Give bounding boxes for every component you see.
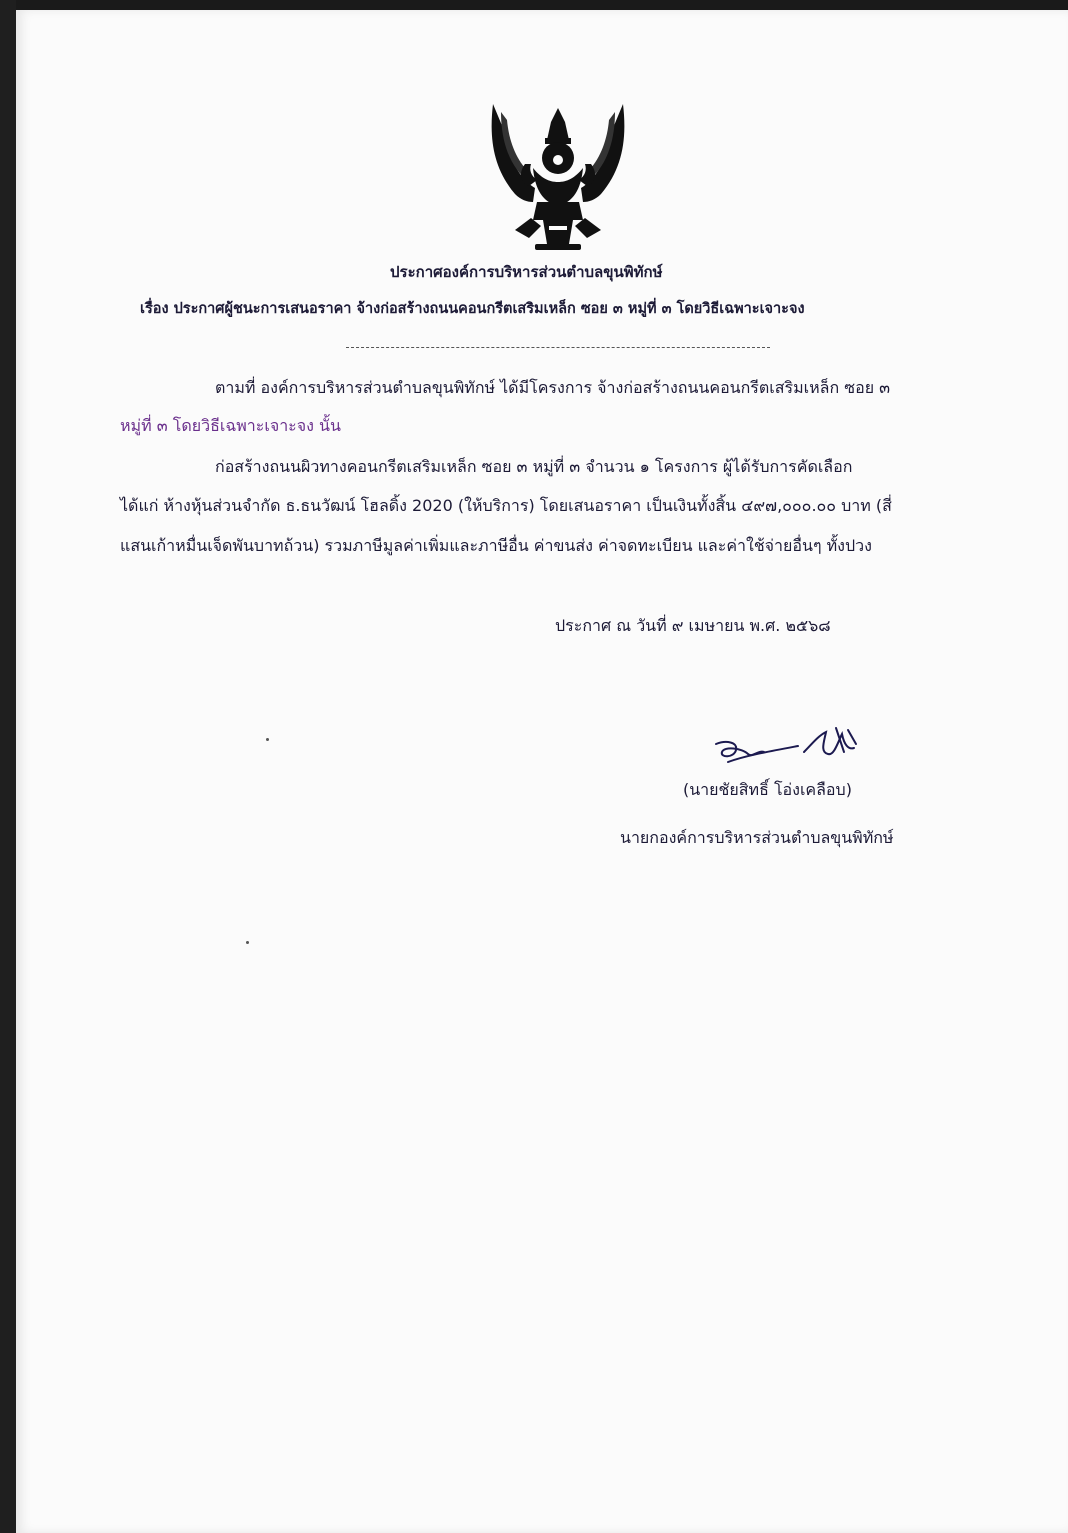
paragraph-2-line-3: แสนเก้าหมื่นเจ็ดพันบาทถ้วน) รวมภาษีมูลค่าเพิ่มและภาษีอื่น ค่าขนส่ง ค่าจดทะเบียน และค่าใช้จ่ายอื่นๆ ทั้งปวง	[120, 536, 872, 555]
document-heading: ประกาศองค์การบริหารส่วนตำบลขุนพิทักษ์	[390, 263, 663, 281]
signatory-position: นายกองค์การบริหารส่วนตำบลขุนพิทักษ์	[620, 828, 894, 847]
paper-speck	[266, 738, 269, 741]
paragraph-2-line-1: ก่อสร้างถนนผิวทางคอนกรีตเสริมเหล็ก ซอย ๓ หมู่ที่ ๓ จำนวน ๑ โครงการ ผู้ได้รับการคัดเลือก	[215, 457, 853, 476]
paper-speck	[246, 941, 249, 944]
paragraph-1-line-1: ตามที่ องค์การบริหารส่วนตำบลขุนพิทักษ์ ได้มีโครงการ จ้างก่อสร้างถนนคอนกรีตเสริมเหล็ก ซอย ๓	[215, 378, 891, 397]
scan-left-edge	[0, 0, 16, 1533]
signatory-name: (นายชัยสิทธิ์ โอ่งเคลือบ)	[683, 780, 852, 799]
handwritten-signature	[708, 722, 868, 772]
paragraph-2-line-2: ได้แก่ ห้างหุ้นส่วนจำกัด ธ.ธนวัฒน์ โฮลดิ้ง 2020 (ให้บริการ) โดยเสนอราคา เป็นเงินทั้งสิ้น ๔๙๗,๐๐๐.๐๐ บาท (สี่	[120, 496, 892, 515]
heading-divider	[346, 347, 770, 348]
document-subject: เรื่อง ประกาศผู้ชนะการเสนอราคา จ้างก่อสร้างถนนคอนกรีตเสริมเหล็ก ซอย ๓ หมู่ที่ ๓ โดยวิธีเฉพาะเจาะจง	[140, 301, 805, 317]
announcement-date: ประกาศ ณ วันที่ ๙ เมษายน พ.ศ. ๒๕๖๘	[555, 616, 831, 635]
paragraph-1-line-2: หมู่ที่ ๓ โดยวิธีเฉพาะเจาะจง นั้น	[120, 416, 341, 435]
garuda-emblem-icon	[485, 98, 631, 254]
